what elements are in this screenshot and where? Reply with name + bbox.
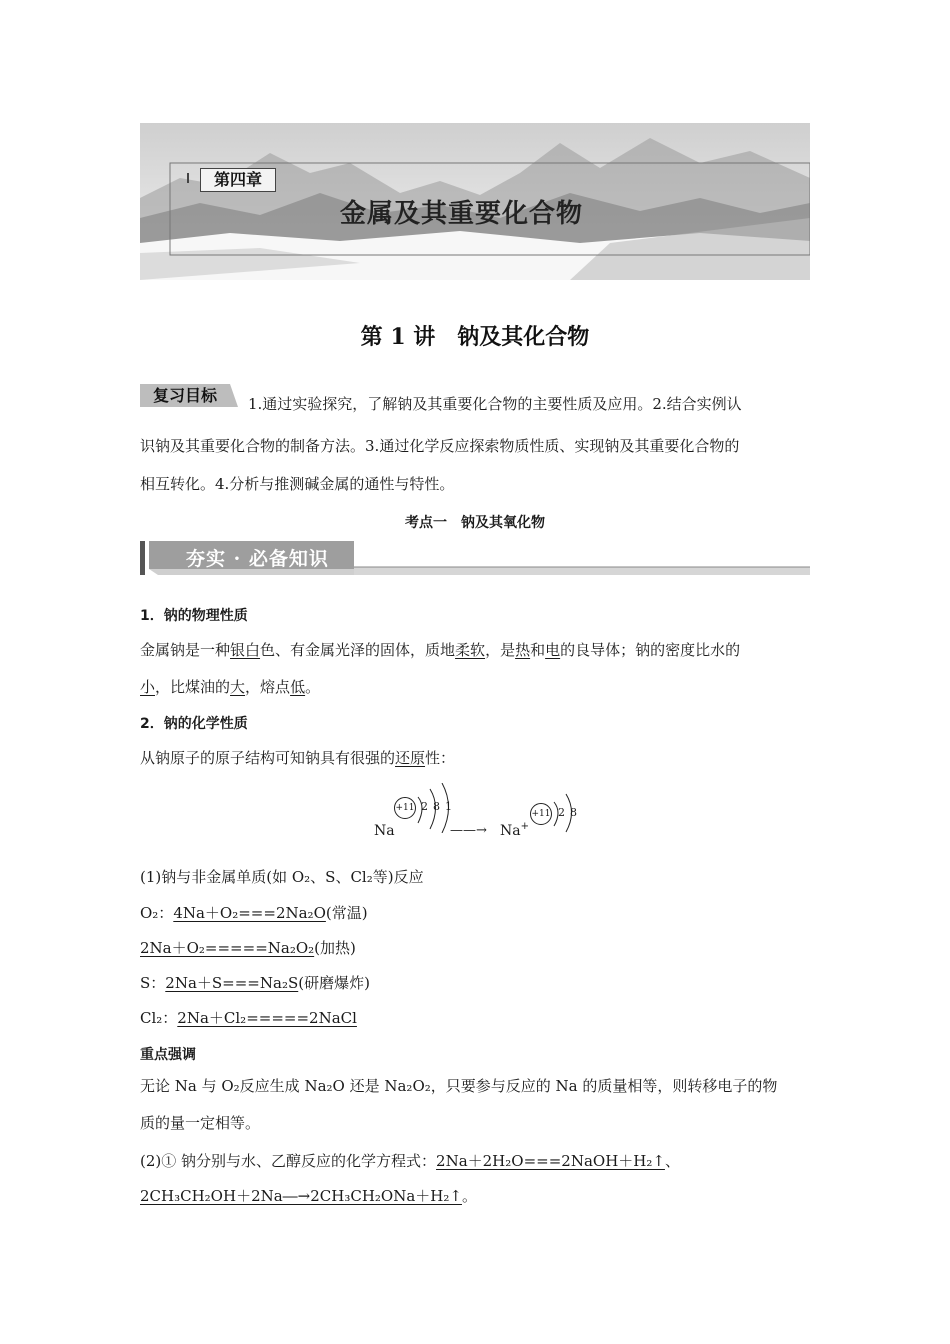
physical-heading: 1．钠的物理性质 (140, 608, 248, 624)
water-equation: 2Na＋2H₂O===2NaOH＋H₂↑ (436, 1152, 665, 1170)
section-banner (140, 541, 810, 575)
ion-shell-1: 2 (558, 806, 565, 819)
answer-low: 低 (290, 678, 306, 696)
review-line-2: 识钠及其重要化合物的制备方法。3.通过化学反应探索物质性质、实现钠及其重要化合物的 (140, 437, 740, 455)
o2-equation-heated: 2Na＋O₂=====Na₂O₂ (140, 939, 315, 957)
cl-reaction: Cl₂：2Na＋Cl₂=====2NaCl (140, 1009, 357, 1027)
o2-reaction-1: O₂：4Na＋O₂===2Na₂O(常温) (140, 904, 368, 922)
emphasis-line-2: 质的量一定相等。 (140, 1114, 261, 1132)
answer-large: 大 (230, 678, 246, 696)
topic-heading: 考点一 钠及其氧化物 (405, 515, 545, 531)
ion-shell-2: 8 (570, 806, 577, 819)
water-ethanol-line-2: 2CH₃CH₂OH＋2Na―→2CH₃CH₂ONa＋H₂↑。 (140, 1187, 477, 1205)
review-line-3: 相互转化。4.分析与推测碱金属的通性与特性。 (140, 475, 455, 493)
chapter-label: 第四章 (200, 168, 276, 192)
ethanol-equation: 2CH₃CH₂OH＋2Na―→2CH₃CH₂ONa＋H₂↑ (140, 1187, 462, 1205)
atomic-structure-diagram (370, 775, 590, 845)
na-atom-label: Na (374, 823, 395, 839)
chapter-title: 金属及其重要化合物 (340, 199, 584, 229)
cl-equation: 2Na＋Cl₂=====2NaCl (177, 1009, 357, 1027)
na-shell-1: 2 (421, 800, 428, 813)
review-goals-text (140, 386, 810, 499)
section-banner-text: 夯实 · 必备知识 (186, 548, 329, 570)
o2-equation-normal: 4Na＋O₂===2Na₂O (173, 904, 326, 922)
na-nucleus: +11 (394, 797, 416, 819)
physical-text: 金属钠是一种银白色、有金属光泽的固体，质地柔软，是热和电的良导体；钠的密度比水的 小，比煤油的大，熔点低。 (140, 641, 741, 696)
chemical-heading: 2．钠的化学性质 (140, 716, 248, 732)
na-shell-3: 1 (445, 800, 452, 813)
s-equation: 2Na＋S===Na₂S (165, 974, 299, 992)
chemical-intro: 从钠原子的原子结构可知钠具有很强的还原性： (140, 749, 456, 767)
s-reaction: S：2Na＋S===Na₂S(研磨爆炸) (140, 974, 370, 992)
answer-reducing: 还原 (395, 749, 426, 767)
o2-reaction-2: 2Na＋O₂=====Na₂O₂(加热) (140, 939, 356, 957)
nonmetal-heading: (1)钠与非金属单质(如 O₂、S、Cl₂等)反应 (140, 868, 424, 886)
review-goals-tag: 复习目标 (140, 384, 230, 407)
review-line-1: 1.通过实验探究，了解钠及其重要化合物的主要性质及应用。2.结合实例认 (248, 395, 742, 413)
lecture-title: 第 1 讲 钠及其化合物 (360, 324, 590, 350)
answer-soft: 柔软 (455, 641, 486, 659)
na-shell-2: 8 (433, 800, 440, 813)
emphasis-heading: 重点强调 (140, 1047, 196, 1063)
na-ion-label: Na+ (500, 821, 529, 839)
answer-silver-white: 银白 (230, 641, 261, 659)
answer-electricity: 电 (545, 641, 561, 659)
answer-heat: 热 (515, 641, 531, 659)
emphasis-text (140, 1068, 810, 1142)
na-ion-nucleus: +11 (530, 803, 552, 825)
water-ethanol-line-1: (2)① 钠分别与水、乙醇反应的化学方程式：2Na＋2H₂O===2NaOH＋H₂↑、 (140, 1152, 680, 1170)
emphasis-line-1: 无论 Na 与 O₂反应生成 Na₂O 还是 Na₂O₂，只要参与反应的 Na 的质量相等，则转移电子的物 (140, 1077, 778, 1095)
reaction-arrow: ——→ (450, 823, 487, 838)
answer-small: 小 (140, 678, 156, 696)
